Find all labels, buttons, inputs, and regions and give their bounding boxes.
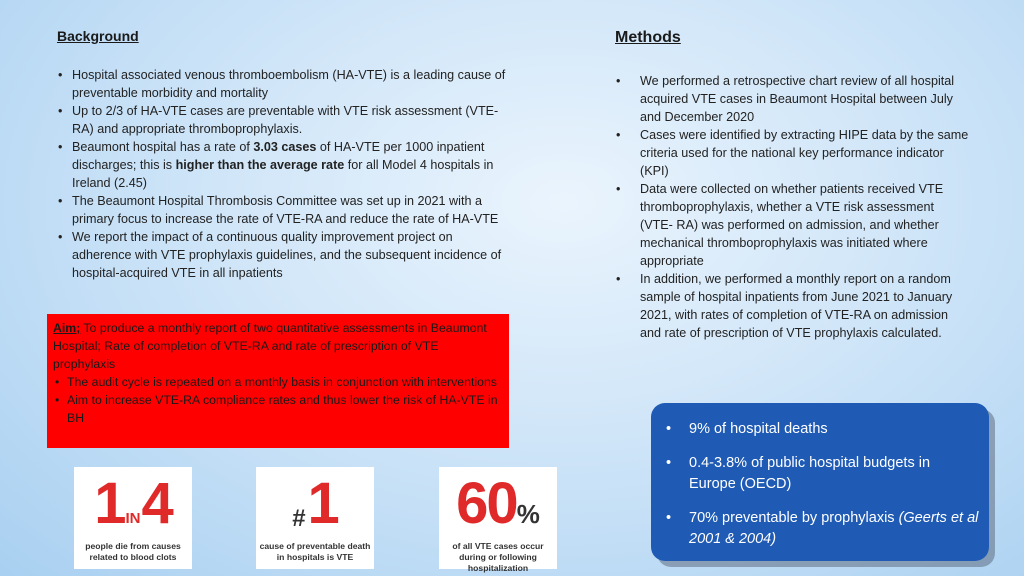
background-heading: Background: [57, 28, 139, 44]
background-bullet-2: • Up to 2/3 of HA-VTE cases are preventable with VTE risk assessment (VTE-RA) and appropriate thromboprophylaxis.: [57, 102, 512, 138]
fact-hospital-budgets: • 0.4-3.8% of public hospital budgets in Europe (OECD): [664, 453, 979, 495]
background-bullet-5: • We report the impact of a continuous quality improvement project on adherence with VTE prophylaxis guidelines, and the subsequent incidence of hospital-acquired VTE in all inpatients: [57, 228, 512, 282]
methods-bullet-1: • We performed a retrospective chart review of all hospital acquired VTE cases in Beaumont Hospital between July and December 2020: [614, 72, 969, 126]
stat-1-in-4-number-1: 1: [94, 471, 125, 536]
fact-preventable-text: 70% preventable by prophylaxis: [689, 510, 899, 526]
bullet-3-mid: of HA-VTE per 1000 inpatient discharges; this is: [72, 140, 485, 172]
background-bullet-3: [57, 138, 512, 192]
facts-box: [651, 403, 989, 561]
stat-number-1-value: 1: [307, 471, 338, 536]
stat-card-number-1: [256, 467, 374, 569]
methods-heading: Methods: [615, 29, 681, 46]
stat-1-in-4-number-4: 4: [141, 471, 172, 536]
background-bullet-1: • Hospital associated venous thromboembolism (HA-VTE) is a leading cause of preventable morbidity and mortality: [57, 66, 512, 102]
stat-1-in-4-figure: [74, 471, 192, 536]
methods-bullet-3: • Data were collected on whether patients received VTE thromboprophylaxis, whether a VTE risk assessment (VTE- RA) was performed on admission, and whether mechanical thromboprophylaxis was initiated where appropriate: [614, 180, 969, 270]
background-bullet-4: • The Beaumont Hospital Thrombosis Committee was set up in 2021 with a primary focus to increase the rate of VTE-RA and reduce the rate of HA-VTE: [57, 192, 512, 228]
stat-60-caption: of all VTE cases occur during or following hospitalization: [452, 541, 544, 573]
aim-text: To produce a monthly report of two quantitative assessments in Beaumont Hospital; Rate of completion of VTE-RA and rate of prescription of VTE prophylaxis: [53, 321, 487, 371]
methods-bullet-4: • In addition, we performed a monthly report on a random sample of hospital inpatients from June 2021 to January 2021, with rates of completion of VTE-RA on admission and rate of prescription of VTE prophylaxis calculated.: [614, 270, 969, 342]
fact-hospital-deaths: • 9% of hospital deaths: [664, 419, 979, 440]
stat-card-60-percent: [439, 467, 557, 573]
stat-percent-symbol: %: [516, 499, 540, 529]
stat-hash-symbol: #: [292, 504, 306, 532]
aim-bullet-2: • Aim to increase VTE-RA compliance rates and thus lower the risk of HA-VTE in BH: [53, 391, 503, 427]
fact-preventable: [664, 508, 979, 550]
aim-list: [53, 373, 503, 427]
stat-1-in-4-in: IN: [125, 509, 141, 527]
facts-list: [664, 419, 979, 550]
stat-number-1-figure: [256, 471, 374, 536]
methods-list: [614, 72, 969, 342]
stat-number-1-caption: cause of preventable death in hospitals is VTE: [259, 541, 371, 562]
methods-bullet-2: • Cases were identified by extracting HIPE data by the same criteria used for the national key performance indicator (KPI): [614, 126, 969, 180]
rate-comparison: higher than the average rate: [175, 158, 345, 172]
aim-label: Aim;: [53, 321, 81, 335]
fact-citation: (Geerts et al 2001 & 2004): [689, 510, 979, 547]
stat-60-figure: [439, 471, 557, 536]
stat-60-value: 60: [456, 471, 517, 536]
bullet-3-pre: Beaumont hospital has a rate of: [72, 140, 254, 154]
aim-box: [47, 314, 509, 448]
aim-statement: [53, 319, 503, 373]
stat-1-in-4-caption: people die from causes related to blood clots: [85, 541, 181, 562]
background-list: [57, 66, 512, 282]
bullet-3-post: for all Model 4 hospitals in Ireland (2.45): [72, 158, 494, 190]
aim-bullet-1: • The audit cycle is repeated on a monthly basis in conjunction with interventions: [53, 373, 503, 391]
stat-card-1-in-4: [74, 467, 192, 569]
rate-value: 3.03 cases: [253, 140, 317, 154]
